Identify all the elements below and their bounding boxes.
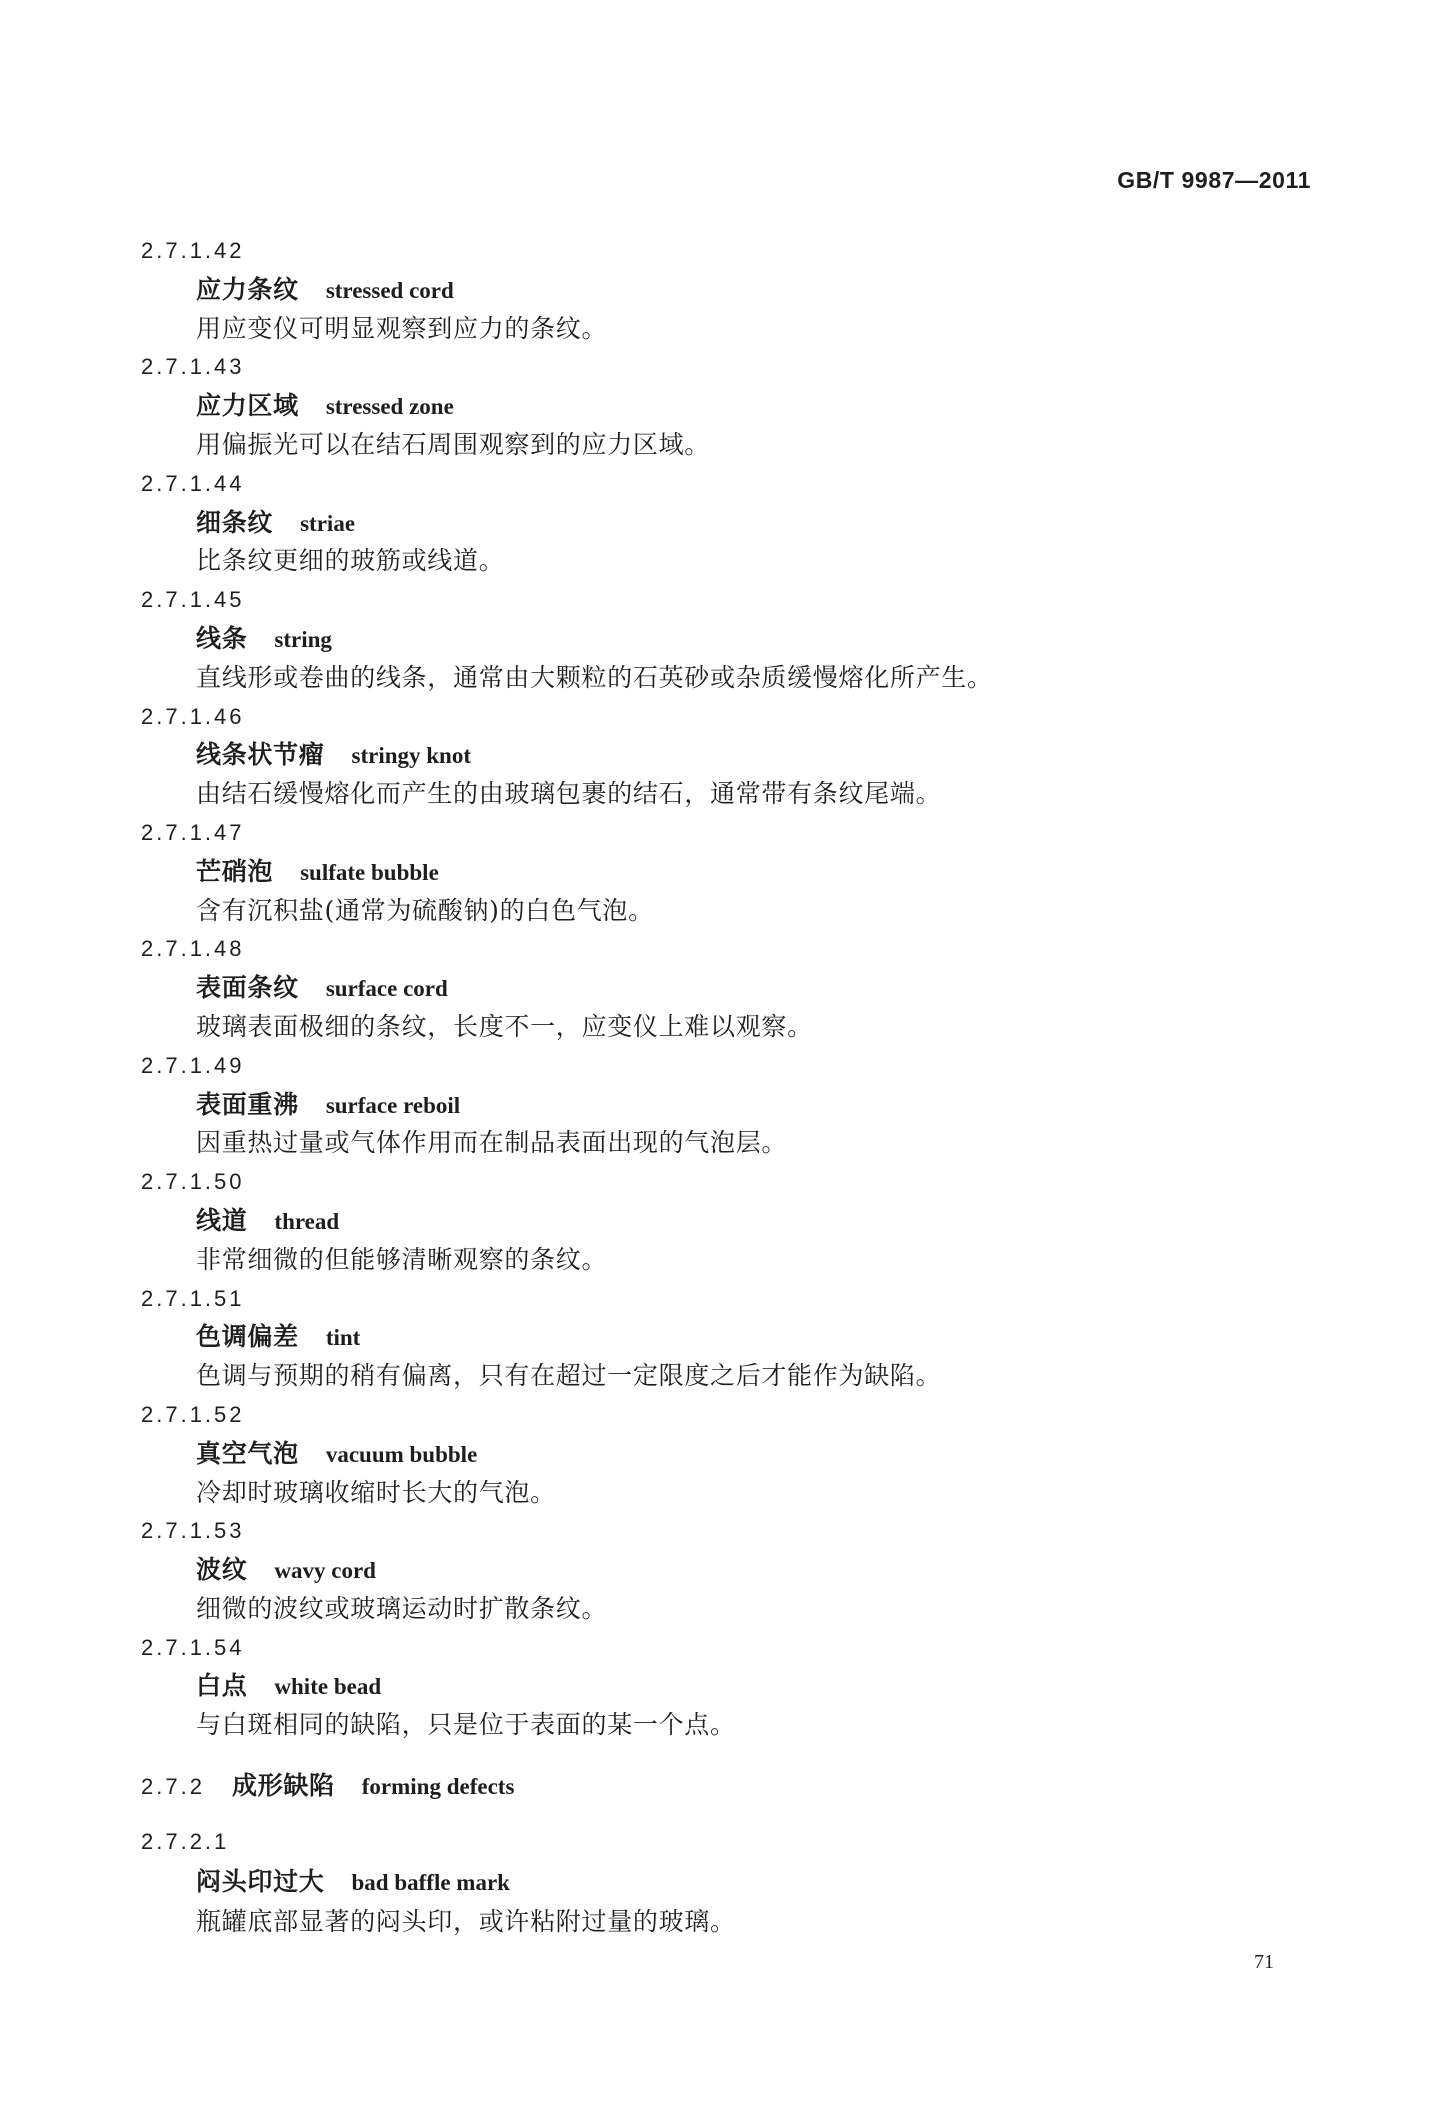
term-chinese: 表面条纹 [196, 973, 299, 1003]
term-entry [141, 1280, 1301, 1396]
term-line [141, 1435, 1301, 1474]
term-definition: 含有沉积盐(通常为硫酸钠)的白色气泡。 [196, 895, 654, 925]
term-definition: 直线形或卷曲的线条，通常由大颗粒的石英砂或杂质缓慢熔化所产生。 [196, 662, 993, 692]
term-entry [141, 232, 1301, 348]
term-chinese: 波纹 [196, 1555, 248, 1585]
term-english: surface reboil [325, 1092, 461, 1118]
clause-number: 2.7.1.45 [141, 587, 245, 613]
term-english: stringy knot [351, 743, 472, 769]
term-definition: 因重热过量或气体作用而在制品表面出现的气泡层。 [196, 1128, 788, 1158]
term-line [141, 387, 1301, 426]
clause-number: 2.7.1.47 [141, 819, 245, 845]
term-line [141, 853, 1301, 892]
term-chinese: 线条状节瘤 [196, 740, 325, 770]
term-chinese: 线道 [196, 1205, 248, 1235]
term-chinese: 芒硝泡 [196, 856, 274, 886]
term-entry [141, 1629, 1301, 1745]
clause-number: 2.7.1.49 [141, 1052, 245, 1078]
section-title-chinese: 成形缺陷 [231, 1770, 335, 1800]
term-english: string [274, 626, 332, 652]
term-line [141, 504, 1301, 543]
clause-number: 2.7.1.54 [141, 1634, 245, 1660]
term-definition: 用偏振光可以在结石周围观察到的应力区域。 [196, 429, 711, 459]
term-definition: 冷却时玻璃收缩时长大的气泡。 [196, 1477, 556, 1507]
term-definition: 瓶罐底部显著的闷头印，或许粘附过量的玻璃。 [196, 1906, 736, 1936]
term-chinese: 表面重沸 [196, 1089, 299, 1119]
term-definition: 与白斑相同的缺陷，只是位于表面的某一个点。 [196, 1710, 736, 1740]
term-entry [141, 814, 1301, 930]
section-number: 2.7.2 [141, 1773, 205, 1799]
term-english: sulfate bubble [300, 859, 439, 885]
term-entry [141, 1047, 1301, 1163]
term-entry [141, 1823, 1301, 1941]
term-line [141, 1318, 1301, 1357]
clause-number: 2.7.1.48 [141, 936, 245, 962]
term-english: striae [300, 510, 356, 536]
term-line [141, 969, 1301, 1008]
term-definition: 非常细微的但能够清晰观察的条纹。 [196, 1244, 608, 1274]
clause-number: 2.7.1.44 [141, 470, 245, 496]
term-line [141, 1086, 1301, 1125]
term-english: wavy cord [274, 1558, 376, 1584]
term-chinese: 线条 [196, 623, 248, 653]
clause-number: 2.7.1.51 [141, 1285, 245, 1311]
clause-number: 2.7.2.1 [141, 1829, 230, 1855]
term-entry [141, 930, 1301, 1046]
term-english: tint [325, 1325, 361, 1351]
term-english: stressed zone [325, 394, 454, 420]
clause-number: 2.7.1.50 [141, 1169, 245, 1195]
term-line [141, 1862, 1301, 1903]
term-line [141, 620, 1301, 659]
clause-number: 2.7.1.42 [141, 238, 245, 263]
term-english: thread [274, 1208, 340, 1234]
term-entry [141, 1512, 1301, 1628]
term-entry [141, 698, 1301, 814]
term-english: stressed cord [325, 277, 454, 303]
term-line [141, 1667, 1301, 1706]
term-definition: 比条纹更细的玻筋或线道。 [196, 546, 505, 576]
clause-number: 2.7.1.52 [141, 1401, 245, 1427]
section-title-english: forming defects [361, 1773, 515, 1799]
term-list [141, 232, 1301, 1941]
term-line [141, 1202, 1301, 1241]
term-chinese: 色调偏差 [196, 1322, 299, 1352]
term-entry [141, 581, 1301, 697]
term-definition: 玻璃表面极细的条纹，长度不一，应变仪上难以观察。 [196, 1011, 813, 1041]
page-number: 71 [1254, 1951, 1274, 1973]
term-line [141, 1551, 1301, 1590]
term-definition: 由结石缓慢熔化而产生的由玻璃包裹的结石，通常带有条纹尾端。 [196, 779, 942, 809]
term-chinese: 应力区域 [196, 391, 299, 421]
term-english: white bead [274, 1674, 382, 1700]
section-heading [141, 1767, 1301, 1806]
term-english: bad baffle mark [351, 1870, 510, 1896]
clause-number: 2.7.1.53 [141, 1518, 245, 1544]
term-english: surface cord [325, 976, 448, 1002]
clause-number: 2.7.1.43 [141, 354, 245, 380]
clause-number: 2.7.1.46 [141, 703, 245, 729]
term-entry [141, 1396, 1301, 1512]
term-entry [141, 1163, 1301, 1279]
standard-number-header: GB/T 9987—2011 [1117, 167, 1311, 193]
term-definition: 细微的波纹或玻璃运动时扩散条纹。 [196, 1593, 608, 1623]
term-entry [141, 348, 1301, 464]
term-definition: 色调与预期的稍有偏离，只有在超过一定限度之后才能作为缺陷。 [196, 1361, 942, 1391]
term-entry [141, 465, 1301, 581]
term-english: vacuum bubble [325, 1441, 478, 1467]
term-chinese: 白点 [196, 1671, 248, 1701]
term-definition: 用应变仪可明显观察到应力的条纹。 [196, 313, 608, 343]
term-chinese: 细条纹 [196, 507, 274, 537]
term-chinese: 应力条纹 [196, 274, 299, 304]
term-chinese: 真空气泡 [196, 1438, 299, 1468]
term-chinese: 闷头印过大 [196, 1867, 325, 1897]
term-line [141, 736, 1301, 775]
term-line [141, 271, 1301, 310]
